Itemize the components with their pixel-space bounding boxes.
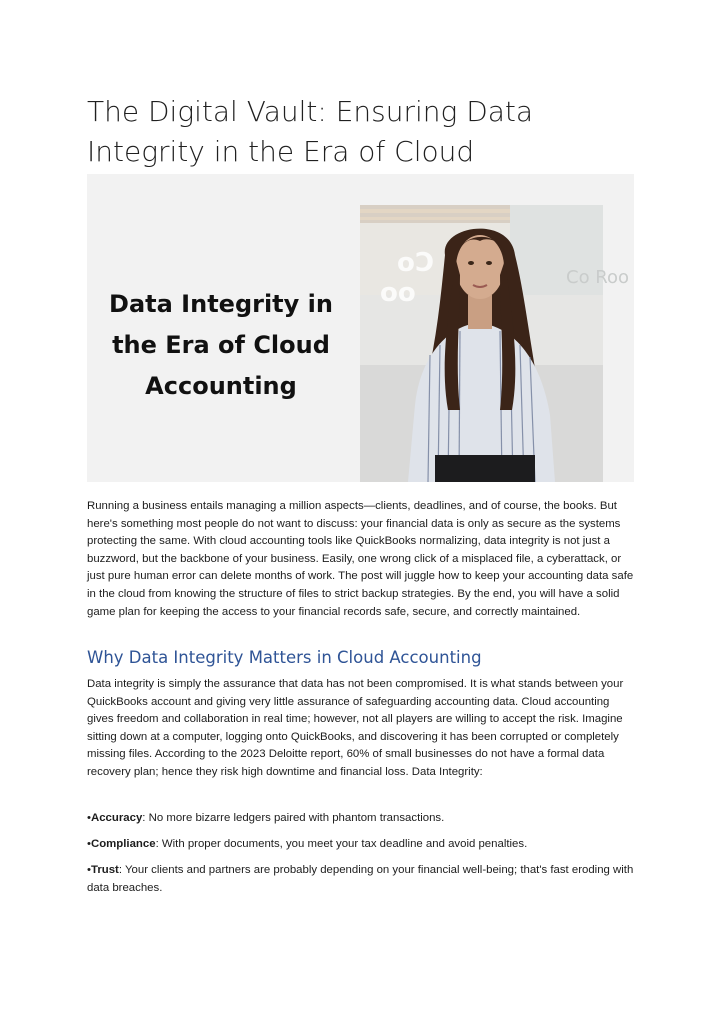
bullet-marker: •: [87, 864, 91, 876]
bullet-text: : Your clients and partners are probably depending on your financial well-being; that's fast eroding with data breaches.: [87, 864, 634, 894]
section-paragraph: Data integrity is simply the assurance that data has not been compromised. It is what stands between your QuickBooks account and giving very little assurance of safeguarding accounting data. Cloud accounting gives freedom and collaboration in real time; however, not all players are willing to accept the risk. Imagine sitting down at a computer, logging onto QuickBooks, and discovering it has been corrupted or completely missing files. According to the 2023 Deloitte report, 60% of small businesses do not have a formal data recovery plan; hence they risk high downtime and financial loss. Data Integrity:: [87, 678, 624, 778]
bullet-text: : No more bizarre ledgers paired with phantom transactions.: [142, 812, 445, 824]
photo-sign-text: Co Roo: [566, 267, 630, 288]
hero-overlay-text: Data Integrity in the Era of Cloud Accounting: [109, 290, 333, 400]
svg-text:Co: Co: [397, 248, 434, 278]
page-title: The Digital Vault: Ensuring Data Integrity in the Era of Cloud: [87, 95, 534, 168]
bullet-term: Compliance: [91, 838, 156, 850]
bullet-term: Trust: [91, 864, 119, 876]
bullet-trust: [87, 862, 635, 897]
woman-photo: [360, 205, 630, 482]
bullet-accuracy: [87, 810, 635, 828]
bullet-text: : With proper documents, you meet your tax deadline and avoid penalties.: [155, 838, 528, 850]
bullet-compliance: [87, 836, 635, 854]
bullet-term: Accuracy: [91, 812, 143, 824]
hero-image: [87, 174, 634, 482]
section-heading: Why Data Integrity Matters in Cloud Accounting: [87, 648, 482, 667]
intro-paragraph: Running a business entails managing a million aspects—clients, deadlines, and of course, the books. But here's something most people do not want to discuss: your financial data is only as secure as the systems protecting the same. With cloud accounting tools like QuickBooks normalizing, data integrity is not just a buzzword, but the backbone of your business. Easily, one wrong click of a misplaced file, a cyberattack, or just pure human error can delete months of work. The post will juggle how to keep your accounting data safe in the cloud from knowing the structure of files to strict backup strategies. By the end, you will have a solid game plan for keeping the access to your financial records safe, secure, and correctly maintained.: [87, 500, 634, 618]
bullet-marker: •: [87, 838, 91, 850]
svg-text:oo: oo: [380, 278, 416, 308]
bullet-marker: •: [87, 812, 91, 824]
